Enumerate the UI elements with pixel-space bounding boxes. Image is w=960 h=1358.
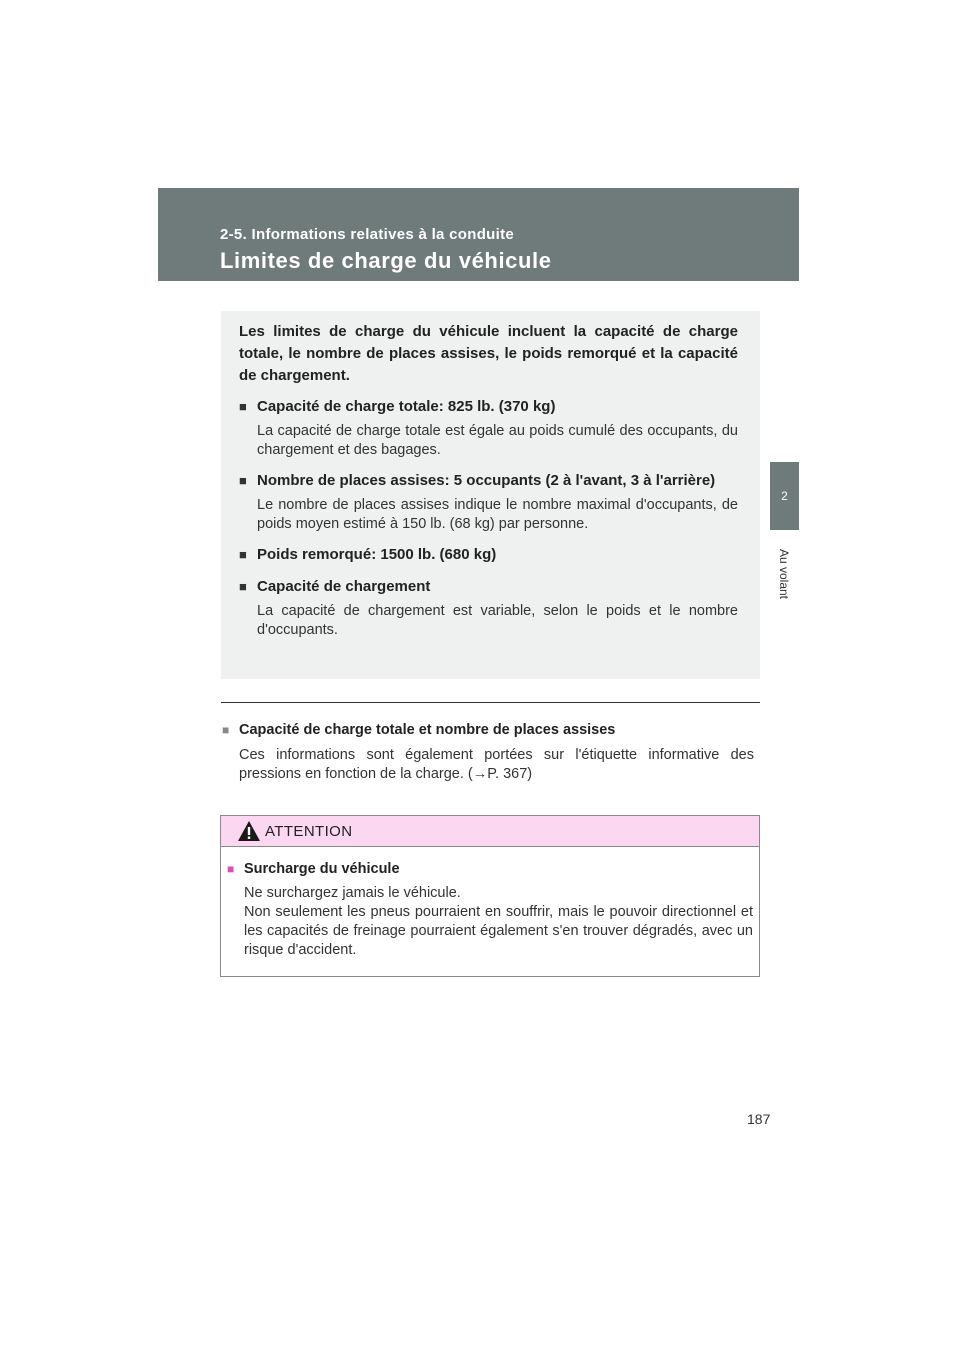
section-title: 2-5. Informations relatives à la conduite bbox=[220, 226, 515, 243]
chapter-tab[interactable] bbox=[770, 462, 799, 530]
square-bullet-icon: ■ bbox=[227, 862, 235, 876]
item-heading: Nombre de places assises: 5 occupants (2 à l'avant, 3 à l'arrière) bbox=[257, 472, 716, 489]
caution-line: Non seulement les pneus pourraient en souffrir, mais le pouvoir directionnel et les capacités de freinage pourraient également s'en trouver dégradés, avec un risque d'accident. bbox=[244, 904, 753, 958]
note-body: Ces informations sont également portées sur l'étiquette informative des pressions en fonction de la charge. (→P. 367) bbox=[239, 747, 754, 782]
item-heading: Poids remorqué: 1500 lb. (680 kg) bbox=[257, 546, 497, 563]
square-bullet-icon: ■ bbox=[239, 579, 247, 594]
divider bbox=[221, 702, 760, 703]
square-bullet-icon: ■ bbox=[239, 473, 247, 488]
page-title: Limites de charge du véhicule bbox=[220, 248, 552, 273]
list-item bbox=[239, 470, 738, 534]
page-number: 187 bbox=[747, 1111, 771, 1127]
chapter-label: Au volant bbox=[777, 548, 792, 600]
caution-box bbox=[220, 815, 760, 977]
note-heading: Capacité de charge totale et nombre de places assises bbox=[239, 722, 616, 738]
square-bullet-icon: ■ bbox=[222, 723, 230, 737]
caution-header bbox=[221, 816, 759, 847]
caution-heading: Surcharge du véhicule bbox=[244, 861, 400, 877]
list-item bbox=[239, 576, 738, 640]
chapter-header bbox=[158, 188, 799, 281]
item-heading: Capacité de charge totale: 825 lb. (370 kg) bbox=[257, 398, 556, 415]
item-body: Le nombre de places assises indique le nombre maximal d'occupants, de poids moyen estimé à 150 lb. (68 kg) par personne. bbox=[257, 497, 738, 532]
summary-box bbox=[221, 311, 760, 679]
square-bullet-icon: ■ bbox=[239, 399, 247, 414]
list-item bbox=[239, 544, 738, 566]
warning-triangle-icon bbox=[237, 820, 261, 842]
item-body: La capacité de chargement est variable, selon le poids et le nombre d'occupants. bbox=[257, 603, 738, 638]
caution-label: ATTENTION bbox=[265, 822, 353, 840]
item-heading: Capacité de chargement bbox=[257, 578, 431, 595]
list-item bbox=[239, 396, 738, 460]
chapter-number: 2 bbox=[781, 489, 788, 503]
caution-line: Ne surchargez jamais le véhicule. bbox=[244, 885, 461, 901]
square-bullet-icon: ■ bbox=[239, 547, 247, 562]
summary-intro: Les limites de charge du véhicule incluent la capacité de charge totale, le nombre de places assises, le poids remorqué et la capacité de chargement. bbox=[239, 323, 738, 384]
note-section bbox=[222, 720, 754, 784]
item-body: La capacité de charge totale est égale au poids cumulé des occupants, du chargement et des bagages. bbox=[257, 423, 738, 458]
